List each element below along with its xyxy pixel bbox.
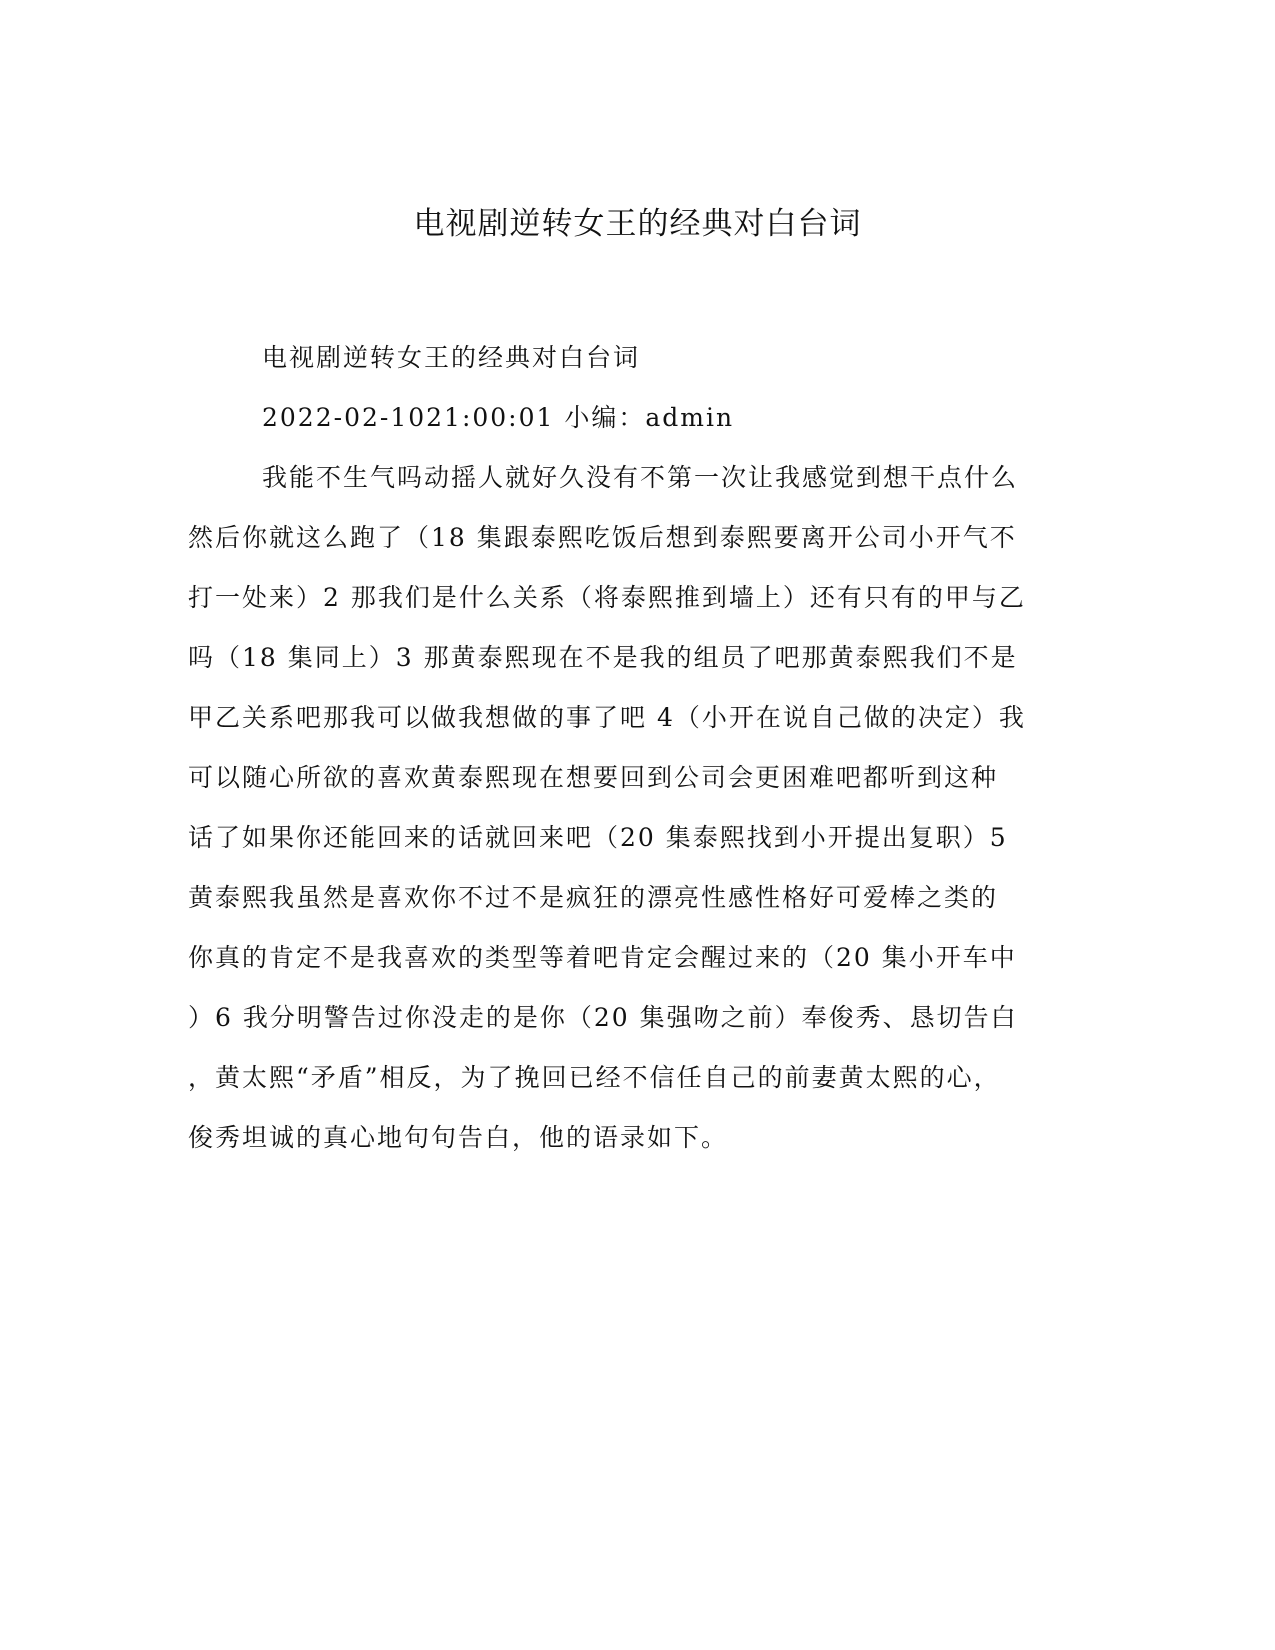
- subtitle-line: 电视剧逆转女王的经典对白台词: [262, 343, 641, 372]
- body-line: 黄泰熙我虽然是喜欢你不过不是疯狂的漂亮性感性格好可爱棒之类的: [188, 883, 999, 912]
- body-line: ）6 我分明警告过你没走的是你（20 集强吻之前）奉俊秀、恳切告白: [188, 1003, 1018, 1032]
- body-line: 甲乙关系吧那我可以做我想做的事了吧 4（小开在说自己做的决定）我: [188, 703, 1026, 732]
- document-title: 电视剧逆转女王的经典对白台词: [413, 206, 862, 242]
- body-line: 打一处来）2 那我们是什么关系（将泰熙推到墙上）还有只有的甲与乙: [188, 583, 1026, 612]
- body-line: 然后你就这么跑了（18 集跟泰熙吃饭后想到泰熙要离开公司小开气不: [188, 523, 1017, 552]
- document-body: [188, 328, 1078, 1168]
- body-line: 吗（18 集同上）3 那黄泰熙现在不是我的组员了吧那黄泰熙我们不是: [188, 643, 1018, 672]
- body-line: 俊秀坦诚的真心地句句告白，他的语录如下。: [188, 1123, 729, 1152]
- body-line: 话了如果你还能回来的话就回来吧（20 集泰熙找到小开提出复职）5: [188, 823, 1008, 852]
- meta-line: 2022-02-1021:00:01 小编：admin: [262, 403, 735, 432]
- body-line: 你真的肯定不是我喜欢的类型等着吧肯定会醒过来的（20 集小开车中: [188, 943, 1017, 972]
- body-line: 我能不生气吗动摇人就好久没有不第一次让我感觉到想干点什么: [262, 463, 1019, 492]
- body-line: ，黄太熙“矛盾”相反，为了挽回已经不信任自己的前妻黄太熙的心，: [188, 1063, 1001, 1092]
- body-line: 可以随心所欲的喜欢黄泰熙现在想要回到公司会更困难吧都听到这种: [188, 763, 999, 792]
